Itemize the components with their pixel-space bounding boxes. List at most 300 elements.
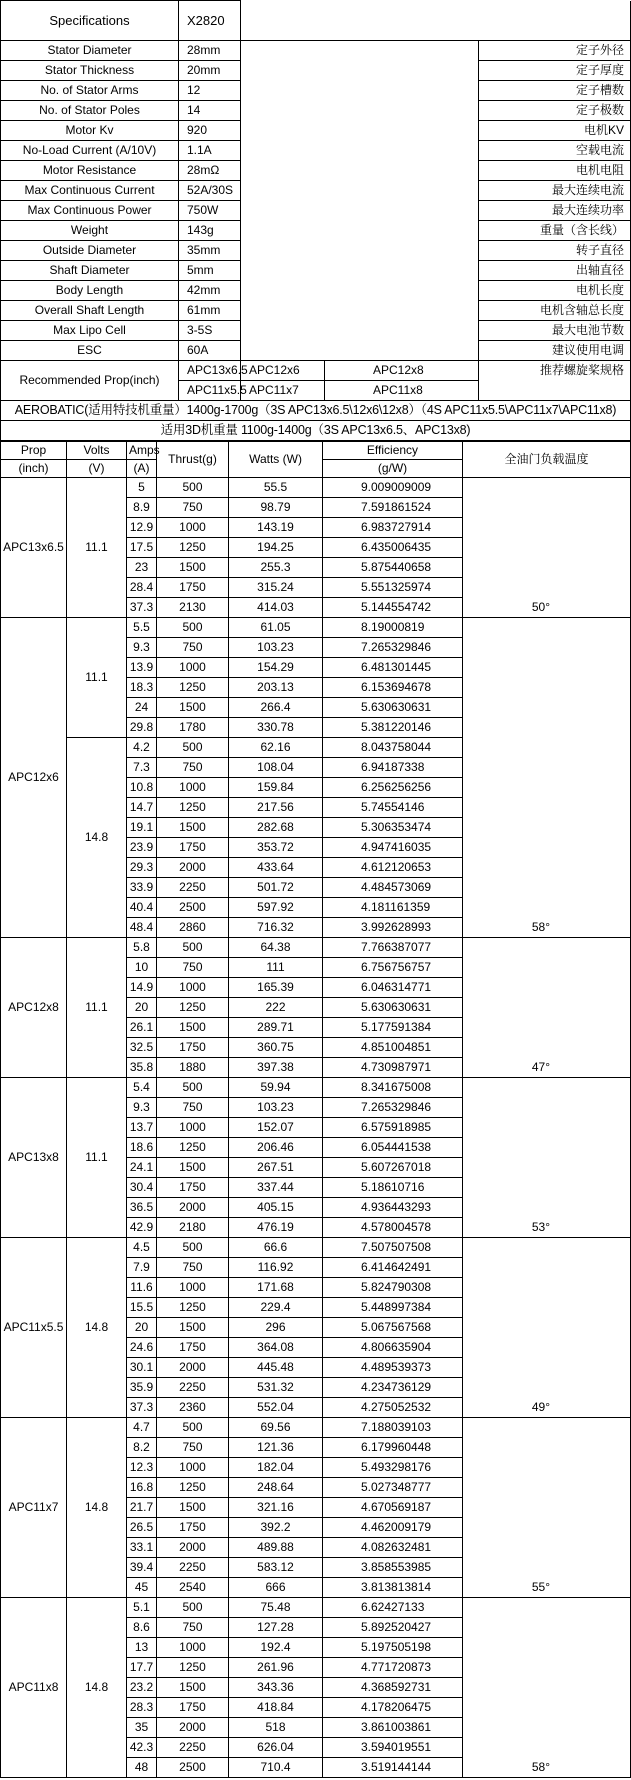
recommended-prop: APC11x7 bbox=[241, 381, 325, 401]
efficiency-value: 8.043758044 bbox=[323, 738, 463, 758]
watts-value: 666 bbox=[229, 1578, 323, 1598]
watts-value: 330.78 bbox=[229, 718, 323, 738]
temperature-value: 49° bbox=[463, 1398, 631, 1418]
spec-value: 14 bbox=[179, 101, 241, 121]
efficiency-value: 5.027348777 bbox=[323, 1478, 463, 1498]
watts-value: 61.05 bbox=[229, 618, 323, 638]
efficiency-value: 6.756756757 bbox=[323, 958, 463, 978]
efficiency-value: 6.153694678 bbox=[323, 678, 463, 698]
recommended-prop-label-zh: 推荐螺旋桨规格 bbox=[479, 361, 631, 401]
temperature-cell bbox=[463, 738, 631, 758]
watts-value: 206.46 bbox=[229, 1138, 323, 1158]
watts-value: 583.12 bbox=[229, 1558, 323, 1578]
amps-value: 24 bbox=[127, 698, 157, 718]
spec-label: Max Continuous Current bbox=[1, 181, 179, 201]
amps-value: 35.9 bbox=[127, 1378, 157, 1398]
thrust-value: 2360 bbox=[157, 1398, 229, 1418]
amps-value: 40.4 bbox=[127, 898, 157, 918]
efficiency-value: 4.275052532 bbox=[323, 1398, 463, 1418]
efficiency-value: 4.489539373 bbox=[323, 1358, 463, 1378]
efficiency-value: 5.875440658 bbox=[323, 558, 463, 578]
amps-value: 26.5 bbox=[127, 1518, 157, 1538]
temperature-cell bbox=[463, 1098, 631, 1118]
temperature-cell bbox=[463, 498, 631, 518]
amps-unit: (A) bbox=[127, 460, 157, 478]
amps-value: 39.4 bbox=[127, 1558, 157, 1578]
thrust-header: Thrust(g) bbox=[157, 442, 229, 478]
thrust-value: 2250 bbox=[157, 1738, 229, 1758]
thrust-value: 500 bbox=[157, 1418, 229, 1438]
prop-name: APC11x8 bbox=[1, 1598, 67, 1778]
efficiency-value: 6.94187338 bbox=[323, 758, 463, 778]
data-row bbox=[1, 1238, 631, 1258]
temperature-cell bbox=[463, 1138, 631, 1158]
efficiency-value: 5.892520427 bbox=[323, 1618, 463, 1638]
thrust-value: 2250 bbox=[157, 1378, 229, 1398]
temperature-cell bbox=[463, 758, 631, 778]
temperature-cell bbox=[463, 1378, 631, 1398]
temperature-header: 全油门负载温度 bbox=[463, 442, 631, 478]
recommended-prop: APC13x6.5 bbox=[179, 361, 241, 381]
spec-value: 61mm bbox=[179, 301, 241, 321]
prop-name: APC13x8 bbox=[1, 1078, 67, 1238]
thrust-value: 2860 bbox=[157, 918, 229, 938]
watts-value: 445.48 bbox=[229, 1358, 323, 1378]
spec-label: Motor Resistance bbox=[1, 161, 179, 181]
efficiency-value: 5.74554146 bbox=[323, 798, 463, 818]
efficiency-value: 7.265329846 bbox=[323, 638, 463, 658]
temperature-cell bbox=[463, 1258, 631, 1278]
temperature-cell bbox=[463, 578, 631, 598]
efficiency-value: 4.484573069 bbox=[323, 878, 463, 898]
watts-value: 414.03 bbox=[229, 598, 323, 618]
thrust-value: 1750 bbox=[157, 1518, 229, 1538]
temperature-cell bbox=[463, 1178, 631, 1198]
watts-value: 116.92 bbox=[229, 1258, 323, 1278]
spec-value: 20mm bbox=[179, 61, 241, 81]
efficiency-value: 4.462009179 bbox=[323, 1518, 463, 1538]
spec-value: 28mΩ bbox=[179, 161, 241, 181]
efficiency-value: 6.481301445 bbox=[323, 658, 463, 678]
amps-value: 24.1 bbox=[127, 1158, 157, 1178]
watts-value: 489.88 bbox=[229, 1538, 323, 1558]
amps-value: 29.8 bbox=[127, 718, 157, 738]
spec-value: 52A/30S bbox=[179, 181, 241, 201]
watts-value: 108.04 bbox=[229, 758, 323, 778]
amps-value: 20 bbox=[127, 998, 157, 1018]
efficiency-value: 3.858553985 bbox=[323, 1558, 463, 1578]
amps-value: 15.5 bbox=[127, 1298, 157, 1318]
thrust-value: 1250 bbox=[157, 1658, 229, 1678]
temperature-cell bbox=[463, 478, 631, 498]
spec-label-zh: 建议使用电调 bbox=[479, 341, 631, 361]
temperature-cell bbox=[463, 838, 631, 858]
thrust-value: 1250 bbox=[157, 678, 229, 698]
thrust-value: 2000 bbox=[157, 858, 229, 878]
efficiency-value: 4.578004578 bbox=[323, 1218, 463, 1238]
efficiency-value: 4.181161359 bbox=[323, 898, 463, 918]
watts-value: 552.04 bbox=[229, 1398, 323, 1418]
efficiency-value: 6.435006435 bbox=[323, 538, 463, 558]
watts-value: 710.4 bbox=[229, 1758, 323, 1778]
amps-value: 14.7 bbox=[127, 798, 157, 818]
amps-value: 35 bbox=[127, 1718, 157, 1738]
recommended-prop: APC11x8 bbox=[325, 381, 479, 401]
amps-value: 5.5 bbox=[127, 618, 157, 638]
efficiency-value: 3.519144144 bbox=[323, 1758, 463, 1778]
temperature-value: 58° bbox=[463, 1758, 631, 1778]
amps-value: 36.5 bbox=[127, 1198, 157, 1218]
efficiency-value: 7.766387077 bbox=[323, 938, 463, 958]
amps-value: 19.1 bbox=[127, 818, 157, 838]
spec-value: 42mm bbox=[179, 281, 241, 301]
efficiency-value: 4.771720873 bbox=[323, 1658, 463, 1678]
watts-value: 315.24 bbox=[229, 578, 323, 598]
amps-value: 42.3 bbox=[127, 1738, 157, 1758]
spec-label: No. of Stator Arms bbox=[1, 81, 179, 101]
spec-label: Stator Thickness bbox=[1, 61, 179, 81]
thrust-value: 1000 bbox=[157, 1278, 229, 1298]
thrust-value: 1000 bbox=[157, 518, 229, 538]
thrust-value: 500 bbox=[157, 478, 229, 498]
spec-label: No-Load Current (A/10V) bbox=[1, 141, 179, 161]
watts-value: 121.36 bbox=[229, 1438, 323, 1458]
amps-value: 29.3 bbox=[127, 858, 157, 878]
temperature-cell bbox=[463, 898, 631, 918]
temperature-cell bbox=[463, 1418, 631, 1438]
spec-label: Body Length bbox=[1, 281, 179, 301]
temperature-cell bbox=[463, 1698, 631, 1718]
spec-label: Weight bbox=[1, 221, 179, 241]
temperature-cell bbox=[463, 1038, 631, 1058]
volts-value: 14.8 bbox=[67, 1418, 127, 1598]
amps-value: 5.4 bbox=[127, 1078, 157, 1098]
amps-value: 21.7 bbox=[127, 1498, 157, 1518]
thrust-value: 2000 bbox=[157, 1358, 229, 1378]
temperature-cell bbox=[463, 1238, 631, 1258]
temperature-cell bbox=[463, 1598, 631, 1618]
efficiency-value: 5.630630631 bbox=[323, 998, 463, 1018]
efficiency-value: 5.448997384 bbox=[323, 1298, 463, 1318]
thrust-value: 2540 bbox=[157, 1578, 229, 1598]
performance-table bbox=[0, 441, 631, 1778]
recommended-prop: APC11x5.5 bbox=[179, 381, 241, 401]
temperature-cell bbox=[463, 558, 631, 578]
thrust-value: 1750 bbox=[157, 1038, 229, 1058]
amps-value: 37.3 bbox=[127, 1398, 157, 1418]
efficiency-value: 5.18610716 bbox=[323, 1178, 463, 1198]
data-row bbox=[1, 1078, 631, 1098]
data-row bbox=[1, 1418, 631, 1438]
spec-label: No. of Stator Poles bbox=[1, 101, 179, 121]
efficiency-value: 9.009009009 bbox=[323, 478, 463, 498]
watts-value: 182.04 bbox=[229, 1458, 323, 1478]
efficiency-value: 4.082632481 bbox=[323, 1538, 463, 1558]
efficiency-value: 8.341675008 bbox=[323, 1078, 463, 1098]
temperature-cell bbox=[463, 1458, 631, 1478]
recommended-prop: APC12x6 bbox=[241, 361, 325, 381]
temperature-cell bbox=[463, 958, 631, 978]
volts-value: 11.1 bbox=[67, 1078, 127, 1238]
amps-value: 5.1 bbox=[127, 1598, 157, 1618]
efficiency-value: 3.861003861 bbox=[323, 1718, 463, 1738]
temperature-cell bbox=[463, 1358, 631, 1378]
thrust-value: 2000 bbox=[157, 1718, 229, 1738]
amps-value: 7.9 bbox=[127, 1258, 157, 1278]
temperature-cell bbox=[463, 1158, 631, 1178]
amps-value: 12.3 bbox=[127, 1458, 157, 1478]
temperature-cell bbox=[463, 1618, 631, 1638]
prop-unit: (inch) bbox=[1, 460, 67, 478]
spec-header-label: Specifications bbox=[1, 1, 179, 41]
temperature-cell bbox=[463, 818, 631, 838]
efficiency-value: 3.813813814 bbox=[323, 1578, 463, 1598]
watts-value: 111 bbox=[229, 958, 323, 978]
thrust-value: 1250 bbox=[157, 1478, 229, 1498]
watts-value: 222 bbox=[229, 998, 323, 1018]
watts-value: 343.36 bbox=[229, 1678, 323, 1698]
amps-value: 32.5 bbox=[127, 1038, 157, 1058]
efficiency-value: 3.992628993 bbox=[323, 918, 463, 938]
amps-value: 17.7 bbox=[127, 1658, 157, 1678]
thrust-value: 1250 bbox=[157, 1298, 229, 1318]
amps-value: 48.4 bbox=[127, 918, 157, 938]
volts-value: 14.8 bbox=[67, 1598, 127, 1778]
spec-label-zh: 定子厚度 bbox=[479, 61, 631, 81]
efficiency-value: 4.851004851 bbox=[323, 1038, 463, 1058]
watts-value: 501.72 bbox=[229, 878, 323, 898]
thrust-value: 1000 bbox=[157, 778, 229, 798]
amps-value: 28.3 bbox=[127, 1698, 157, 1718]
prop-name: APC11x5.5 bbox=[1, 1238, 67, 1418]
perf-header-row-1 bbox=[1, 442, 631, 460]
application-note: AEROBATIC(适用特技机重量）1400g-1700g（3S APC13x6.5\12x6\12x8）（4S APC11x5.5\APC11x7\APC11x8) bbox=[1, 401, 631, 421]
amps-value: 5 bbox=[127, 478, 157, 498]
watts-header: Watts (W) bbox=[229, 442, 323, 478]
volts-value: 11.1 bbox=[67, 478, 127, 618]
thrust-value: 1500 bbox=[157, 1158, 229, 1178]
watts-value: 597.92 bbox=[229, 898, 323, 918]
watts-value: 55.5 bbox=[229, 478, 323, 498]
temperature-cell bbox=[463, 1318, 631, 1338]
amps-value: 23.2 bbox=[127, 1678, 157, 1698]
thrust-value: 750 bbox=[157, 758, 229, 778]
temperature-cell bbox=[463, 1478, 631, 1498]
watts-value: 418.84 bbox=[229, 1698, 323, 1718]
thrust-value: 1500 bbox=[157, 1018, 229, 1038]
thrust-value: 500 bbox=[157, 1598, 229, 1618]
temperature-cell bbox=[463, 538, 631, 558]
watts-value: 716.32 bbox=[229, 918, 323, 938]
watts-value: 62.16 bbox=[229, 738, 323, 758]
amps-value: 18.3 bbox=[127, 678, 157, 698]
amps-value: 24.6 bbox=[127, 1338, 157, 1358]
spec-value: 1.1A bbox=[179, 141, 241, 161]
amps-value: 8.2 bbox=[127, 1438, 157, 1458]
amps-value: 9.3 bbox=[127, 1098, 157, 1118]
spec-value: 5mm bbox=[179, 261, 241, 281]
thrust-value: 500 bbox=[157, 1238, 229, 1258]
amps-value: 5.8 bbox=[127, 938, 157, 958]
amps-value: 33.9 bbox=[127, 878, 157, 898]
thrust-value: 750 bbox=[157, 958, 229, 978]
prop-name: APC11x7 bbox=[1, 1418, 67, 1598]
temperature-cell bbox=[463, 878, 631, 898]
watts-value: 194.25 bbox=[229, 538, 323, 558]
watts-value: 152.07 bbox=[229, 1118, 323, 1138]
spec-label-zh: 最大连续功率 bbox=[479, 201, 631, 221]
efficiency-value: 5.607267018 bbox=[323, 1158, 463, 1178]
amps-value: 37.3 bbox=[127, 598, 157, 618]
efficiency-value: 3.594019551 bbox=[323, 1738, 463, 1758]
watts-value: 289.71 bbox=[229, 1018, 323, 1038]
efficiency-value: 4.368592731 bbox=[323, 1678, 463, 1698]
watts-value: 192.4 bbox=[229, 1638, 323, 1658]
spec-value: 3-5S bbox=[179, 321, 241, 341]
spec-label-zh: 电机KV bbox=[479, 121, 631, 141]
temperature-cell bbox=[463, 1198, 631, 1218]
spec-label-zh: 电机长度 bbox=[479, 281, 631, 301]
thrust-value: 1500 bbox=[157, 1318, 229, 1338]
volts-header: Volts bbox=[67, 442, 127, 460]
data-row bbox=[1, 938, 631, 958]
spec-header-model: X2820 bbox=[179, 1, 241, 41]
thrust-value: 1500 bbox=[157, 818, 229, 838]
watts-value: 405.15 bbox=[229, 1198, 323, 1218]
amps-value: 4.5 bbox=[127, 1238, 157, 1258]
thrust-value: 1500 bbox=[157, 698, 229, 718]
amps-value: 20 bbox=[127, 1318, 157, 1338]
efficiency-value: 5.177591384 bbox=[323, 1018, 463, 1038]
temperature-cell bbox=[463, 1738, 631, 1758]
thrust-value: 750 bbox=[157, 498, 229, 518]
amps-value: 13.7 bbox=[127, 1118, 157, 1138]
watts-value: 360.75 bbox=[229, 1038, 323, 1058]
temperature-cell bbox=[463, 658, 631, 678]
watts-value: 397.38 bbox=[229, 1058, 323, 1078]
spec-value: 35mm bbox=[179, 241, 241, 261]
watts-value: 171.68 bbox=[229, 1278, 323, 1298]
spec-label-zh: 电机含轴总长度 bbox=[479, 301, 631, 321]
thrust-value: 2250 bbox=[157, 878, 229, 898]
efficiency-value: 4.947416035 bbox=[323, 838, 463, 858]
thrust-value: 1250 bbox=[157, 1138, 229, 1158]
volts-value: 11.1 bbox=[67, 618, 127, 738]
spec-header-row bbox=[1, 1, 631, 41]
spec-label: ESC bbox=[1, 341, 179, 361]
efficiency-value: 5.381220146 bbox=[323, 718, 463, 738]
watts-value: 531.32 bbox=[229, 1378, 323, 1398]
spec-value: 143g bbox=[179, 221, 241, 241]
watts-value: 59.94 bbox=[229, 1078, 323, 1098]
efficiency-value: 5.493298176 bbox=[323, 1458, 463, 1478]
thrust-value: 1750 bbox=[157, 1338, 229, 1358]
efficiency-value: 5.197505198 bbox=[323, 1638, 463, 1658]
efficiency-value: 4.612120653 bbox=[323, 858, 463, 878]
temperature-cell bbox=[463, 1118, 631, 1138]
efficiency-value: 5.824790308 bbox=[323, 1278, 463, 1298]
spec-label-zh: 空载电流 bbox=[479, 141, 631, 161]
spec-value: 28mm bbox=[179, 41, 241, 61]
amps-value: 13 bbox=[127, 1638, 157, 1658]
temperature-cell bbox=[463, 1338, 631, 1358]
watts-value: 476.19 bbox=[229, 1218, 323, 1238]
amps-value: 14.9 bbox=[127, 978, 157, 998]
thrust-value: 1000 bbox=[157, 1458, 229, 1478]
specifications-table bbox=[0, 0, 631, 441]
temperature-cell bbox=[463, 1278, 631, 1298]
watts-value: 255.3 bbox=[229, 558, 323, 578]
amps-value: 23.9 bbox=[127, 838, 157, 858]
amps-value: 26.1 bbox=[127, 1018, 157, 1038]
efficiency-value: 6.62427133 bbox=[323, 1598, 463, 1618]
application-note-row bbox=[1, 421, 631, 441]
amps-value: 13.9 bbox=[127, 658, 157, 678]
efficiency-value: 4.670569187 bbox=[323, 1498, 463, 1518]
temperature-cell bbox=[463, 1718, 631, 1738]
spec-label-zh: 重量（含长线） bbox=[479, 221, 631, 241]
temperature-cell bbox=[463, 1538, 631, 1558]
watts-value: 103.23 bbox=[229, 1098, 323, 1118]
temperature-cell bbox=[463, 1518, 631, 1538]
efficiency-value: 5.306353474 bbox=[323, 818, 463, 838]
watts-value: 66.6 bbox=[229, 1238, 323, 1258]
watts-value: 626.04 bbox=[229, 1738, 323, 1758]
watts-value: 337.44 bbox=[229, 1178, 323, 1198]
watts-value: 103.23 bbox=[229, 638, 323, 658]
thrust-value: 500 bbox=[157, 738, 229, 758]
efficiency-value: 4.936443293 bbox=[323, 1198, 463, 1218]
watts-value: 154.29 bbox=[229, 658, 323, 678]
spec-label: Max Continuous Power bbox=[1, 201, 179, 221]
temperature-value: 55° bbox=[463, 1578, 631, 1598]
prop-name: APC13x6.5 bbox=[1, 478, 67, 618]
amps-value: 17.5 bbox=[127, 538, 157, 558]
thrust-value: 2500 bbox=[157, 898, 229, 918]
data-row bbox=[1, 478, 631, 498]
watts-value: 392.2 bbox=[229, 1518, 323, 1538]
thrust-value: 2130 bbox=[157, 598, 229, 618]
thrust-value: 500 bbox=[157, 938, 229, 958]
amps-value: 8.9 bbox=[127, 498, 157, 518]
amps-value: 12.9 bbox=[127, 518, 157, 538]
temperature-cell bbox=[463, 858, 631, 878]
amps-value: 23 bbox=[127, 558, 157, 578]
spec-label-zh: 定子外径 bbox=[479, 41, 631, 61]
temperature-cell bbox=[463, 778, 631, 798]
watts-value: 229.4 bbox=[229, 1298, 323, 1318]
watts-value: 321.16 bbox=[229, 1498, 323, 1518]
temperature-cell bbox=[463, 1638, 631, 1658]
spec-label-zh: 最大连续电流 bbox=[479, 181, 631, 201]
amps-value: 42.9 bbox=[127, 1218, 157, 1238]
thrust-value: 1880 bbox=[157, 1058, 229, 1078]
spec-label: Max Lipo Cell bbox=[1, 321, 179, 341]
efficiency-value: 5.630630631 bbox=[323, 698, 463, 718]
spec-label: Shaft Diameter bbox=[1, 261, 179, 281]
thrust-value: 1750 bbox=[157, 1178, 229, 1198]
spec-value: 12 bbox=[179, 81, 241, 101]
thrust-value: 2000 bbox=[157, 1198, 229, 1218]
volts-value: 14.8 bbox=[67, 1238, 127, 1418]
amps-value: 45 bbox=[127, 1578, 157, 1598]
amps-value: 9.3 bbox=[127, 638, 157, 658]
temperature-cell bbox=[463, 1298, 631, 1318]
data-row bbox=[1, 618, 631, 638]
temperature-cell bbox=[463, 678, 631, 698]
temperature-cell bbox=[463, 518, 631, 538]
watts-value: 69.56 bbox=[229, 1418, 323, 1438]
